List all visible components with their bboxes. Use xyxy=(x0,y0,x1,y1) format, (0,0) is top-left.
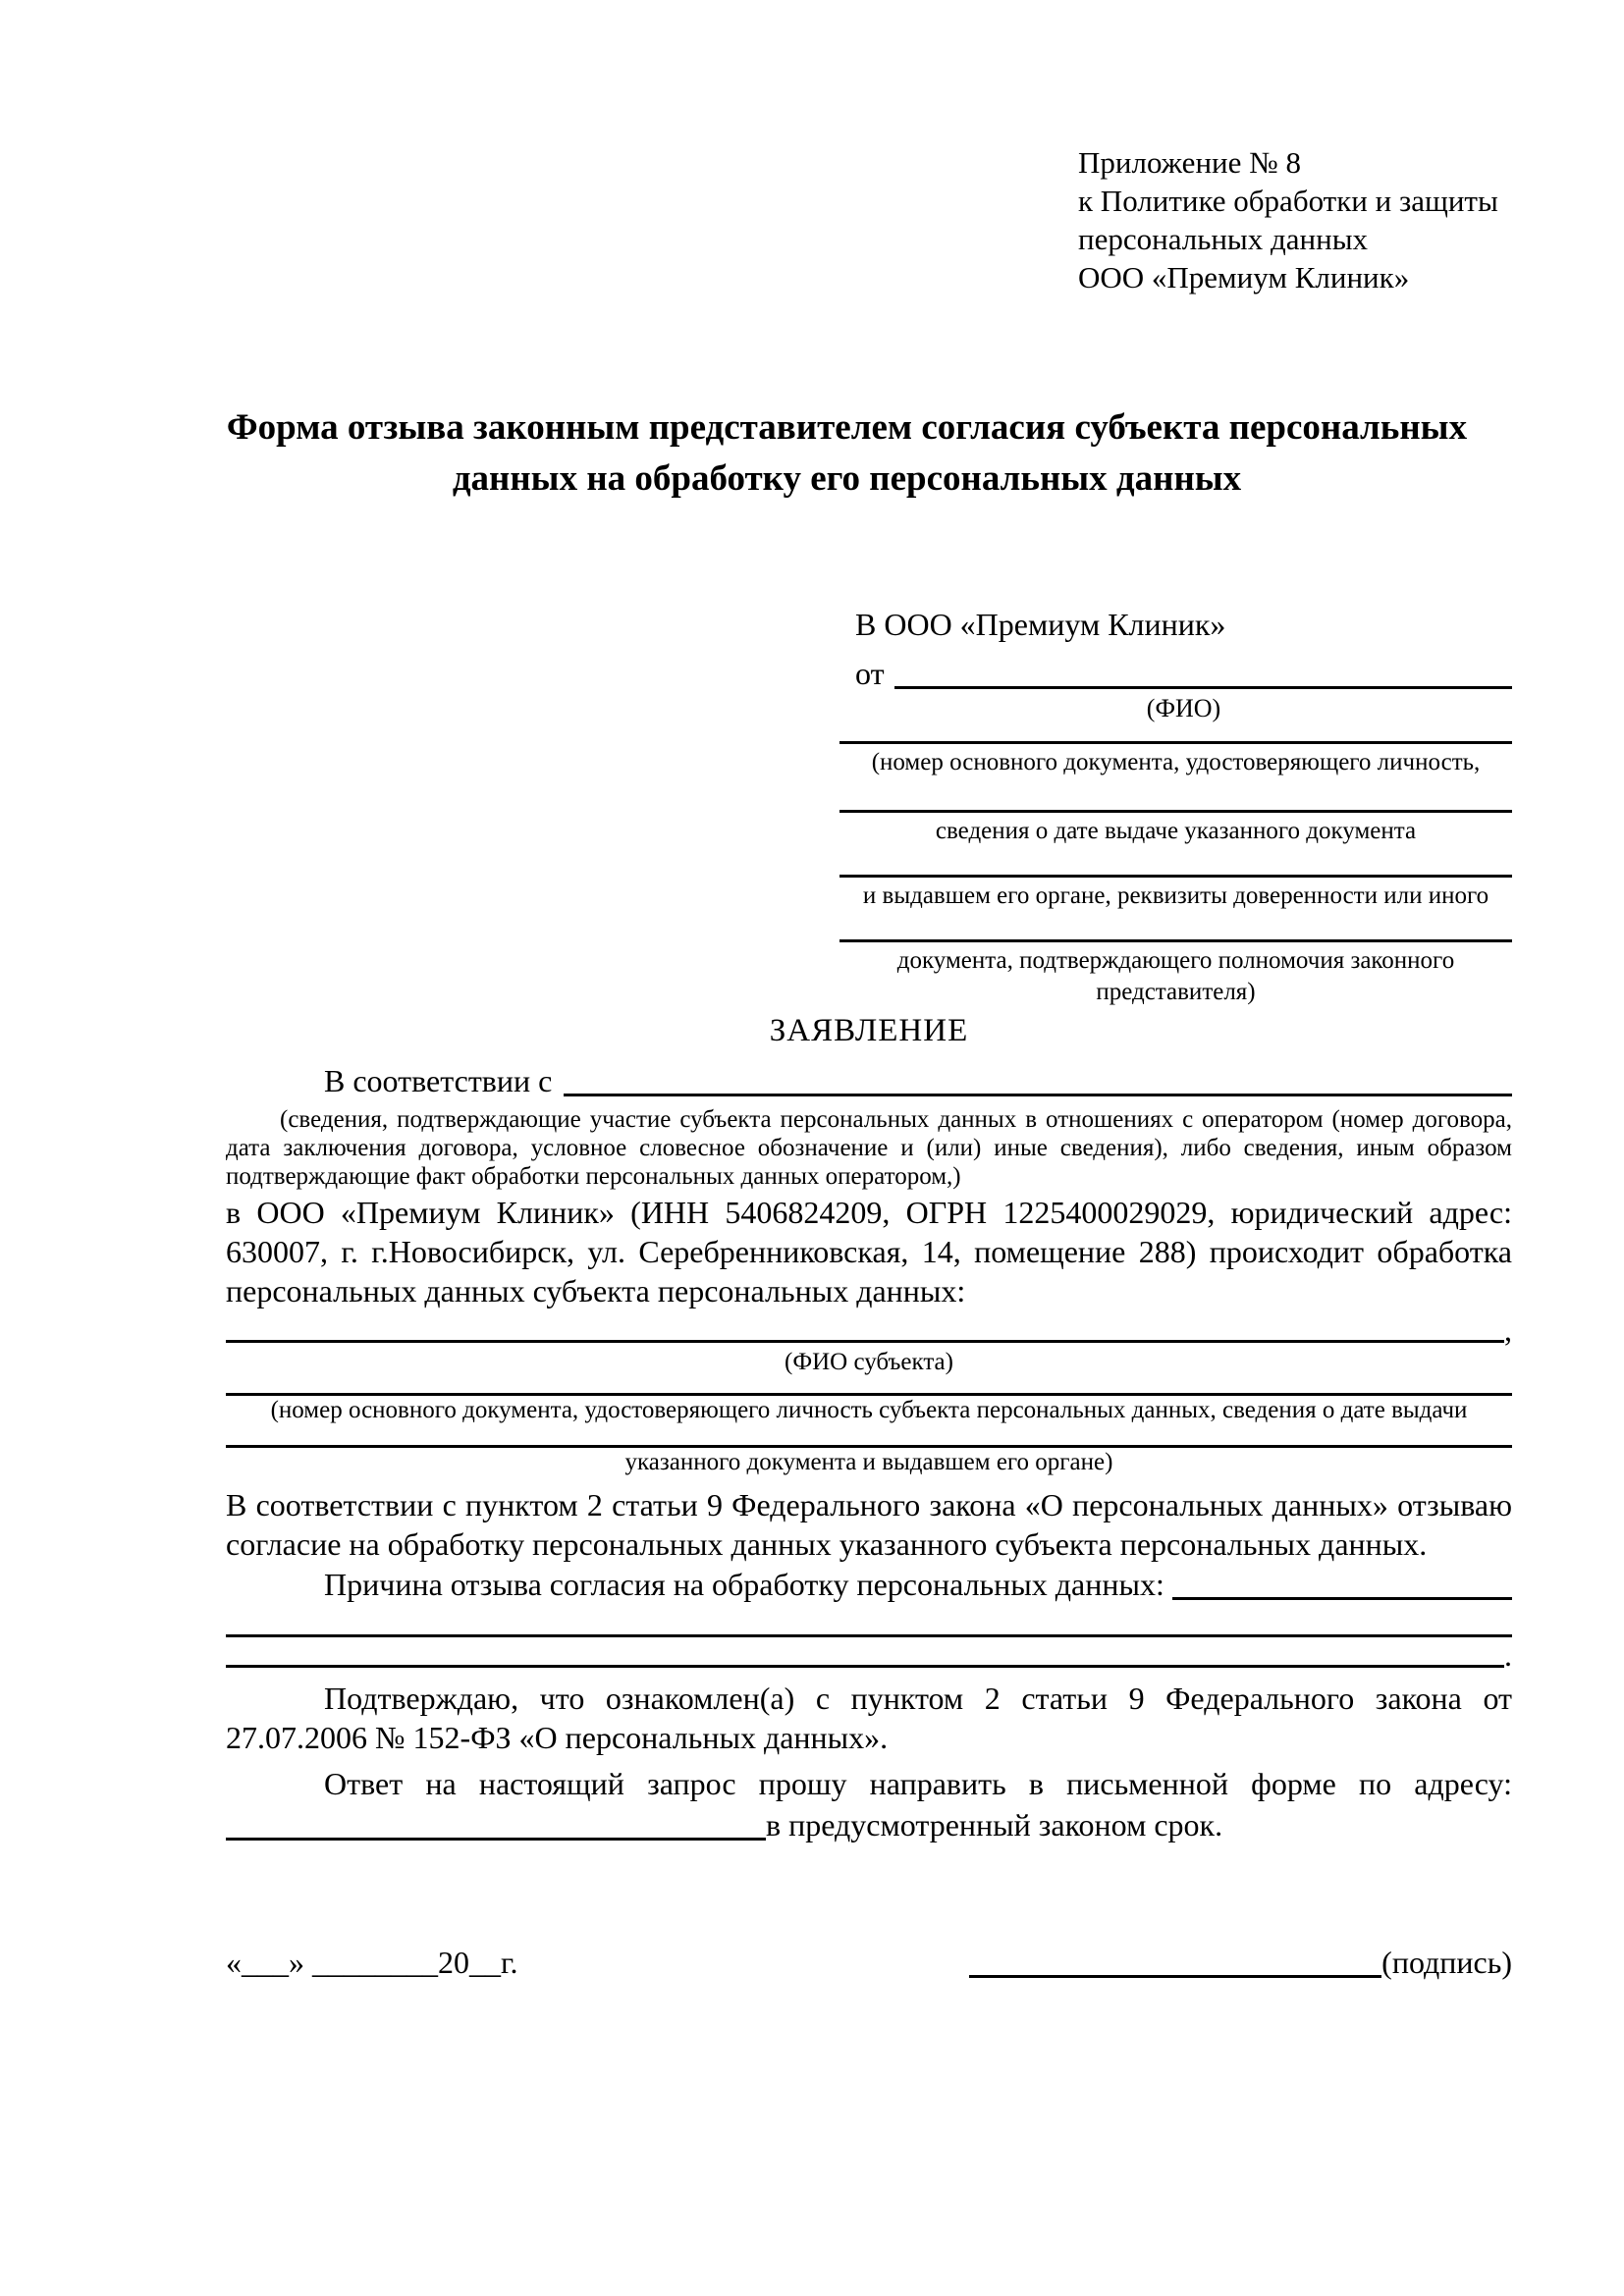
signature-block xyxy=(969,1942,1512,1983)
blank-line-trailing-period: . xyxy=(1504,1637,1512,1673)
subject-fio-row xyxy=(226,1312,1512,1348)
reply-paragraph: Ответ на настоящий запрос прошу направить в письменной форме по адресу: xyxy=(324,1766,1512,1801)
subject-doc-caption: указанного документа и выдавшем его органе) xyxy=(624,1449,1113,1475)
intro-row xyxy=(226,1060,1512,1101)
statement-body xyxy=(226,1011,1512,1845)
subject-doc-caption: (номер основного документа, удостоверяющего личность субъекта персональных данных, сведения о дате выдачи xyxy=(270,1397,1468,1423)
appendix-note xyxy=(1078,143,1498,296)
representative-doc-field xyxy=(839,810,1512,847)
reason-blank-line-3-row xyxy=(226,1637,1512,1673)
representative-doc-field xyxy=(839,875,1512,912)
from-label: от xyxy=(855,656,885,691)
reply-address-row xyxy=(226,1804,1512,1845)
addressee-block xyxy=(855,604,1512,1008)
addressee-to: В ООО «Премиум Клиник» xyxy=(855,607,1226,642)
field-caption: и выдавшем его органе, реквизиты доверенности или иного xyxy=(862,882,1489,909)
representative-doc-field xyxy=(839,741,1512,778)
appendix-note-line: ООО «Премиум Клиник» xyxy=(1078,260,1410,294)
field-caption: сведения о дате выдаче указанного документа xyxy=(935,818,1417,844)
operator-paragraph: в ООО «Премиум Клиник» (ИНН 5406824209, ОГРН 1225400029029, юридический адрес: 630007, г. г.Новосибирск, ул. Серебренниковская, 14, помещение 288) происходит обработка персональных данных субъекта персональных данных: xyxy=(226,1195,1512,1308)
intro-blank-line xyxy=(564,1094,1512,1096)
subject-fio-blank-line xyxy=(226,1340,1504,1343)
subject-fio-trailing-comma: , xyxy=(1504,1312,1512,1348)
fio-caption: (ФИО) xyxy=(1146,694,1221,722)
field-caption: документа, подтверждающего полномочия законного представителя) xyxy=(896,947,1455,1005)
date-blank: «___» ________20__г. xyxy=(226,1945,518,1980)
confirmation-paragraph: Подтверждаю, что ознакомлен(а) с пунктом 2 статьи 9 Федерального закона от 27.07.2006 № 152-ФЗ «О персональных данных». xyxy=(226,1681,1512,1755)
intro-footnote: (сведения, подтверждающие участие субъекта персональных данных в отношениях с оператором (номер договора, дата заключения договора, условное словесное обозначение и (или) иные сведения), либо сведения, иным образом подтверждающие факт обработки персональных данных оператором,) xyxy=(226,1106,1512,1190)
from-blank-line xyxy=(894,686,1512,689)
intro-prefix: В соответствии с xyxy=(324,1063,553,1098)
reply-suffix: в предусмотренный законом срок. xyxy=(766,1807,1223,1842)
reason-row xyxy=(226,1564,1512,1605)
reason-blank-line-3 xyxy=(226,1665,1504,1668)
withdrawal-paragraph: В соответствии с пунктом 2 статьи 9 Федерального закона «О персональных данных» отзываю согласие на обработку персональных данных указанного субъекта персональных данных. xyxy=(226,1487,1512,1562)
subject-fio-caption: (ФИО субъекта) xyxy=(785,1349,953,1375)
appendix-note-line: к Политике обработки и защиты xyxy=(1078,184,1498,218)
representative-doc-field xyxy=(839,939,1512,1008)
reason-label: Причина отзыва согласия на обработку персональных данных: xyxy=(324,1567,1164,1602)
field-caption: (номер основного документа, удостоверяющего личность, xyxy=(871,749,1481,775)
page-title: Форма отзыва законным представителем согласия субъекта персональных данных на обработку его персональных данных xyxy=(226,407,1468,499)
reason-blank-line xyxy=(1172,1597,1512,1600)
appendix-note-line: Приложение № 8 xyxy=(1078,145,1301,180)
statement-heading: ЗАЯВЛЕНИЕ xyxy=(769,1013,969,1048)
appendix-note-line: персональных данных xyxy=(1078,222,1369,256)
footer-row xyxy=(226,1942,1512,1983)
signature-caption: (подпись) xyxy=(1381,1945,1512,1980)
signature-blank-line xyxy=(969,1975,1381,1978)
reply-address-blank-line xyxy=(226,1838,766,1841)
addressee-from-row xyxy=(855,653,1512,694)
